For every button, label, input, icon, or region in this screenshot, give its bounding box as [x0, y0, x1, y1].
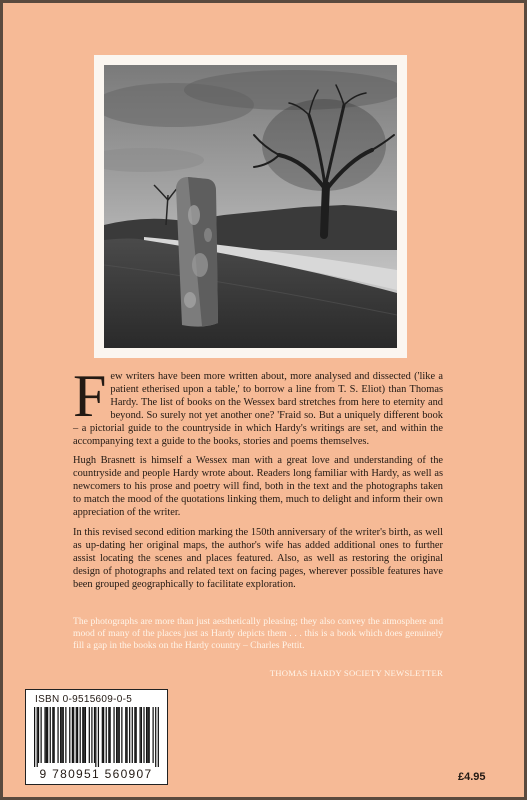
- blurb-paragraph-3: In this revised second edition marking the 150th anniversary of the writer's birth, as well as up-dating her original maps, the author's wife has added additional ones to further assist locating the scenes and places featured. Also, as well as restoring the original design of photographs and related text on facing pages, wherever possible features have been grouped geographically to facilitate exploration.: [73, 526, 443, 590]
- barcode-bar: [50, 707, 51, 763]
- price: £4.95: [458, 771, 486, 783]
- barcode-bar: [73, 707, 74, 763]
- barcode-bar: [44, 707, 45, 763]
- barcode-bar: [155, 707, 156, 767]
- barcode-bar: [116, 707, 117, 763]
- barcode-bar: [41, 707, 42, 763]
- barcode-bar: [132, 707, 133, 763]
- barcode-bar: [57, 707, 58, 763]
- barcode-bar: [149, 707, 150, 763]
- barcode-bar: [103, 707, 104, 763]
- barcode-bar: [146, 707, 147, 763]
- barcode-bar: [121, 707, 122, 763]
- barcode-bar: [69, 707, 70, 763]
- barcode-bar: [60, 707, 61, 763]
- barcode-bar: [91, 707, 92, 763]
- barcode-bar: [65, 707, 66, 763]
- barcode-bar: [46, 707, 47, 763]
- barcode-bar: [147, 707, 148, 763]
- barcode-bar: [34, 707, 35, 767]
- barcode-digits: 9 780951 560907: [39, 767, 153, 781]
- barcode-bar: [143, 707, 144, 763]
- standing-stone-photo: [104, 65, 397, 348]
- barcode-bar: [106, 707, 107, 763]
- barcode-bar: [85, 707, 86, 763]
- isbn-label: ISBN 0-9515609-0-5: [35, 694, 133, 705]
- barcode-bar: [77, 707, 78, 763]
- barcode-icon: [34, 707, 159, 767]
- barcode-bar: [117, 707, 118, 763]
- barcode-bar: [152, 707, 153, 763]
- barcode-bar: [119, 707, 120, 763]
- barcode-bar: [47, 707, 48, 763]
- barcode-bar: [80, 707, 81, 763]
- back-cover-blurb: [73, 363, 443, 599]
- review-source: THOMAS HARDY SOCIETY NEWSLETTER: [269, 668, 443, 678]
- book-back-cover: [3, 3, 524, 797]
- barcode-bar: [89, 707, 90, 763]
- barcode-bar: [108, 707, 109, 763]
- barcode-bar: [158, 707, 159, 767]
- barcode-bar: [129, 707, 130, 763]
- barcode-bar: [63, 707, 64, 763]
- barcode-bar: [38, 707, 39, 763]
- barcode-bar: [139, 707, 140, 763]
- barcode-bar: [113, 707, 114, 763]
- blurb-paragraph-1-text: ew writers have been more written about, more analysed and dissected ('like a patient etherised upon a table,' to borrow a line from T. S. Eliot) than Thomas Hardy. The list of books on the Wessex bard stretches from here to eternity and beyond. So surely not yet another one? 'Fraid so. But a uniquely different book – a pictorial guide to the countryside in which Hardy's writings are set, and within the accompanying text a guide to the books, stories and poems themselves.: [73, 371, 443, 447]
- review-quote: [73, 616, 443, 651]
- barcode-bar: [76, 707, 77, 763]
- barcode-bar: [95, 707, 96, 767]
- barcode-bar: [134, 707, 135, 763]
- review-quote-text: The photographs are more than just aesthetically pleasing; they also convey the atmosphere and mood of many of the places just as Hardy depicts them . . . this is a book which does genuinely fill a gap in the books on the Hardy country – Charles Pettit.: [73, 616, 443, 651]
- cover-photograph: [104, 65, 397, 348]
- barcode-bar: [110, 707, 111, 763]
- drop-cap: F: [73, 363, 107, 429]
- barcode-box: [25, 689, 168, 785]
- barcode-bar: [61, 707, 62, 763]
- barcode-bar: [72, 707, 73, 763]
- barcode-bar: [52, 707, 53, 763]
- barcode-bar: [83, 707, 84, 763]
- barcode-bar: [82, 707, 83, 763]
- blurb-paragraph-1: [73, 363, 443, 448]
- barcode-bar: [102, 707, 103, 763]
- blurb-paragraph-2: Hugh Brasnett is himself a Wessex man with a great love and understanding of the countryside and people Hardy wrote about. Readers long familiar with Hardy, as well as newcomers to his prose and poetry will find, both in the text and the photographs taken to match the mood of the quotations linking them, much to delight and inform their own appreciation of the writer.: [73, 455, 443, 519]
- barcode-bar: [98, 707, 99, 767]
- barcode-bar: [136, 707, 137, 763]
- barcode-bar: [94, 707, 95, 763]
- photo-frame: [94, 55, 407, 358]
- barcode-bar: [37, 707, 38, 767]
- barcode-bar: [141, 707, 142, 763]
- barcode-bar: [125, 707, 126, 763]
- barcode-bar: [54, 707, 55, 763]
- barcode-bar: [126, 707, 127, 763]
